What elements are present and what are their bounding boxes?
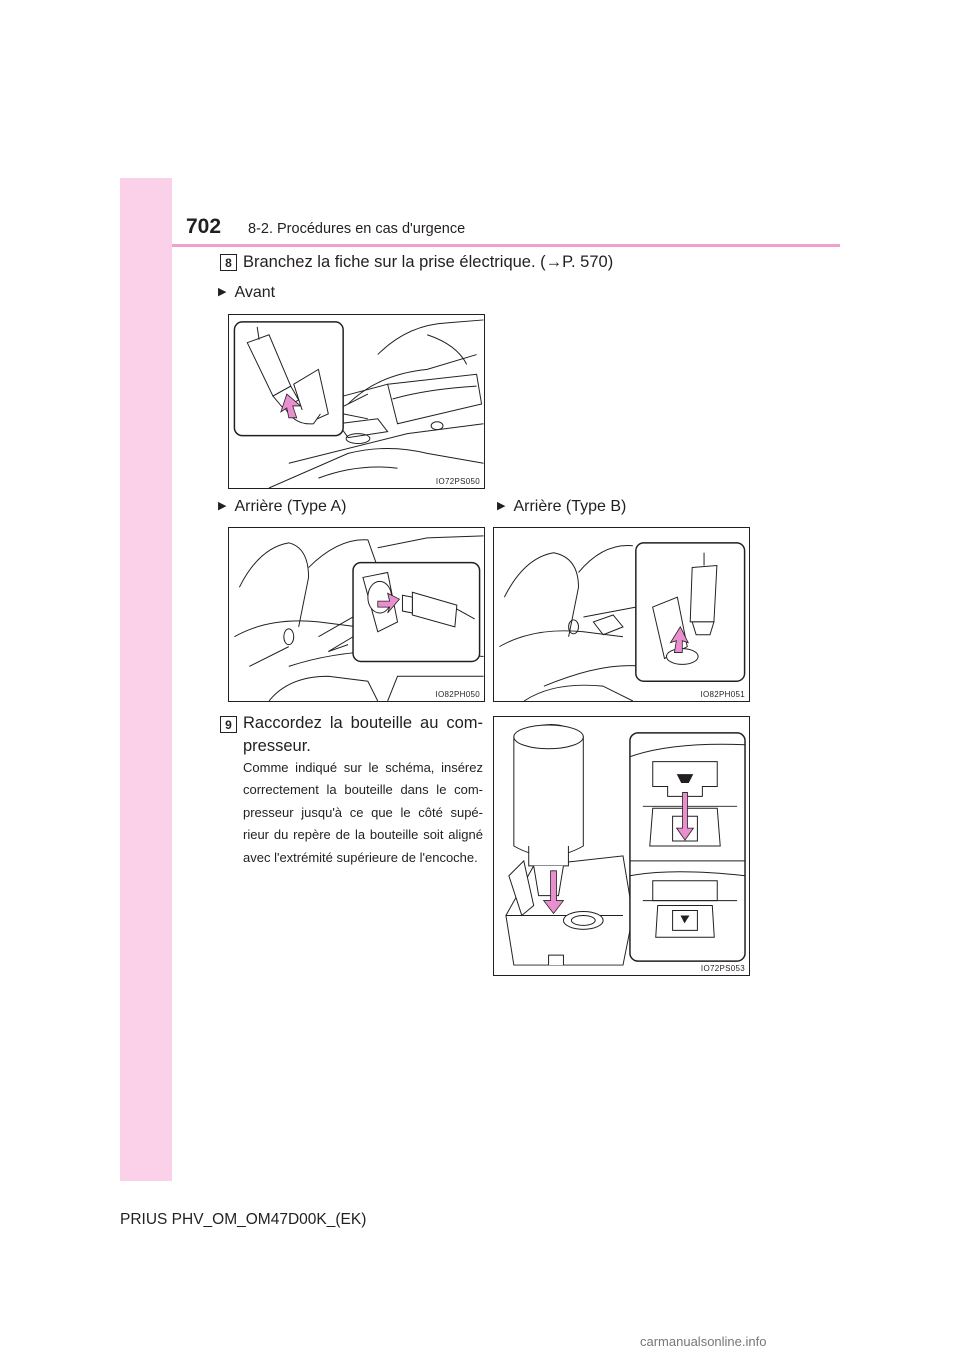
step-number-badge: 8 bbox=[220, 254, 237, 271]
footer-model: PRIUS PHV_OM_OM47D00K_(EK) bbox=[120, 1211, 367, 1228]
triangle-bullet-icon: ▶ bbox=[218, 500, 227, 512]
watermark: carmanualsonline.info bbox=[640, 1334, 767, 1349]
caption-avant bbox=[218, 284, 275, 302]
figure-rear-type-a bbox=[228, 527, 485, 702]
step-description: Comme indiqué sur le schéma, insérez correctement la bouteille dans le com-presseur jusqu'à ce que le côté supé-rieur du repère de la bouteille soit aligné avec l'extrémité supérieure de l'encoche. bbox=[243, 760, 483, 865]
caption-text: Arrière (Type A) bbox=[234, 498, 347, 515]
step-text-line: Raccordez la bouteille au com- bbox=[243, 714, 483, 732]
triangle-bullet-icon: ▶ bbox=[218, 286, 227, 298]
front-console-illustration bbox=[229, 315, 484, 488]
caption-text: Avant bbox=[234, 284, 276, 301]
figure-code: IO82PH051 bbox=[700, 690, 745, 699]
step-instruction bbox=[243, 712, 483, 758]
caption-text: Arrière (Type B) bbox=[513, 498, 627, 515]
section-title: 8-2. Procédures en cas d'urgence bbox=[248, 221, 466, 237]
figure-code: IO82PH050 bbox=[435, 690, 480, 699]
figure-code: IO72PS050 bbox=[435, 477, 480, 486]
step-instruction: Branchez la fiche sur la prise électrique. (→P. 570) bbox=[243, 253, 614, 271]
header-rule bbox=[172, 244, 840, 247]
caption-arriere-a bbox=[218, 498, 347, 516]
triangle-bullet-icon: ▶ bbox=[497, 500, 506, 512]
figure-code: IO72PS053 bbox=[700, 964, 745, 973]
step-text-line: presseur. bbox=[243, 737, 311, 755]
rear-seat-illustration-a bbox=[229, 528, 484, 701]
bottle-compressor-illustration bbox=[494, 717, 749, 975]
caption-arriere-b bbox=[497, 498, 626, 516]
sidebar-tab bbox=[120, 178, 172, 1181]
figure-rear-type-b bbox=[493, 527, 750, 702]
figure-bottle-compressor bbox=[493, 716, 750, 976]
figure-front-outlet bbox=[228, 314, 485, 489]
step-number-badge: 9 bbox=[220, 716, 237, 733]
page-number: 702 bbox=[186, 215, 222, 238]
rear-seat-illustration-b bbox=[494, 528, 749, 701]
